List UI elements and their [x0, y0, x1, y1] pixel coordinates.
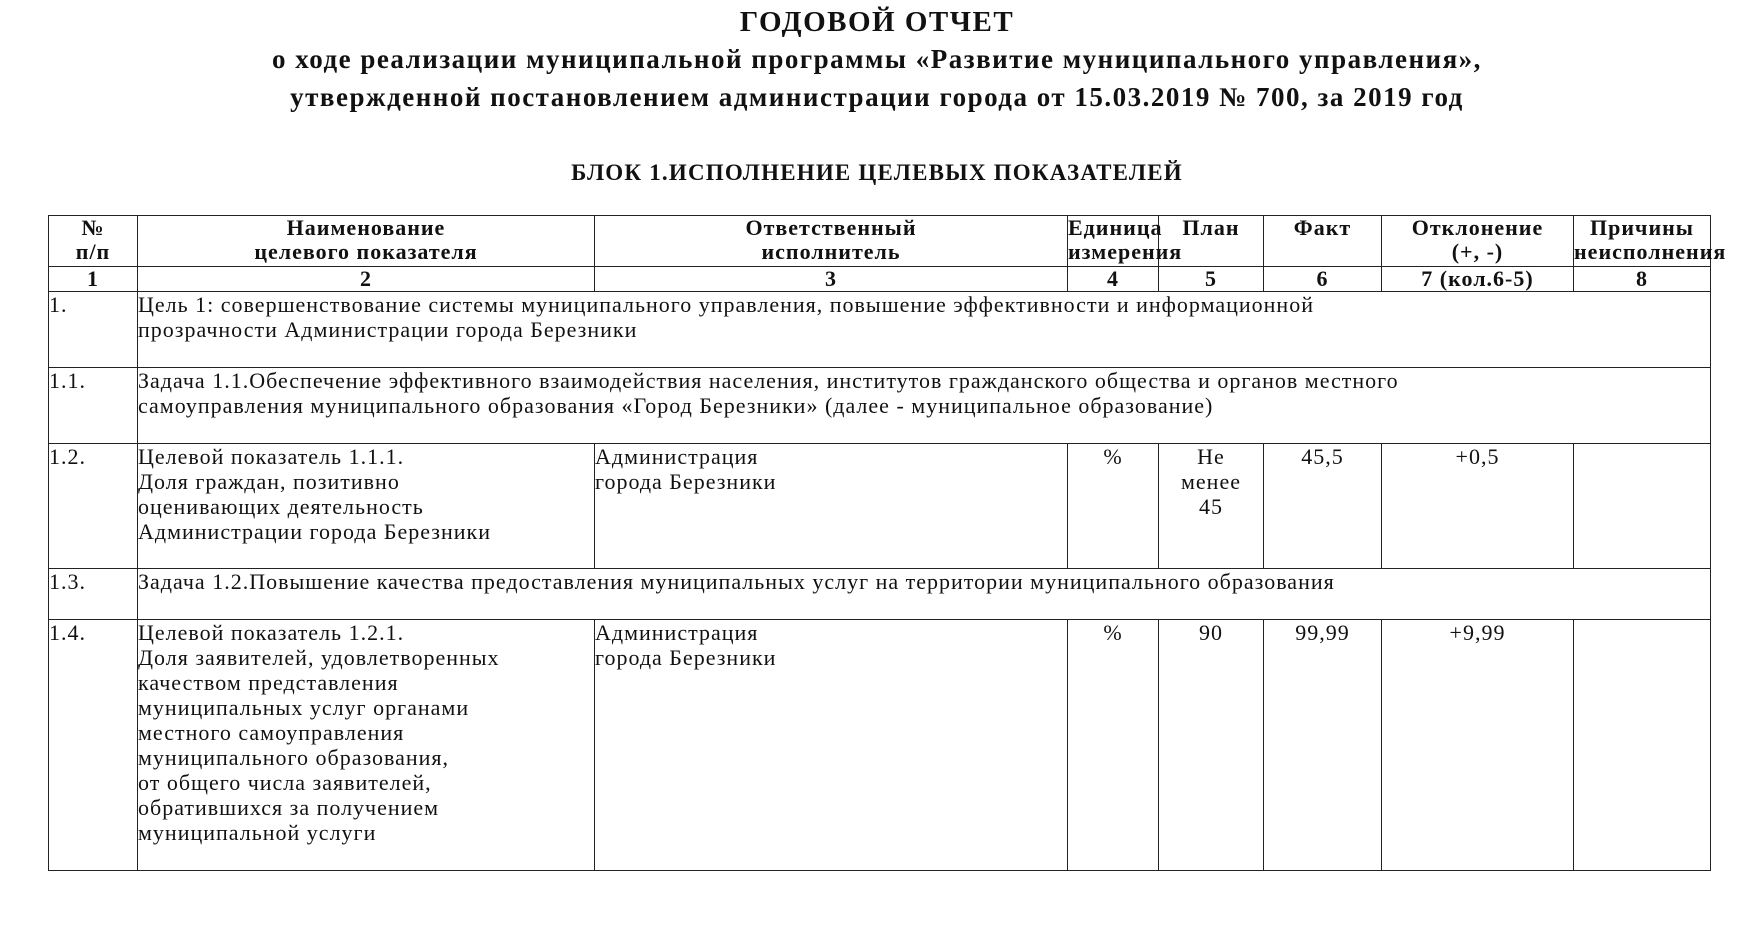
row-number: 1.2.	[49, 444, 138, 569]
column-number: 5	[1159, 267, 1264, 292]
table-header-row	[49, 216, 1711, 267]
deviation-value: +9,99	[1382, 620, 1574, 871]
task-text: Задача 1.2.Повышение качества предоставления муниципальных услуг на территории муниципального образования	[138, 569, 1711, 620]
column-number: 6	[1264, 267, 1382, 292]
column-header-deviation: Отклонение (+, -)	[1382, 216, 1574, 267]
row-number: 1.3.	[49, 569, 138, 620]
column-number: 4	[1068, 267, 1159, 292]
deviation-value: +0,5	[1382, 444, 1574, 569]
plan-value: 90	[1159, 620, 1264, 871]
fact-value: 99,99	[1264, 620, 1382, 871]
column-header-plan: План	[1159, 216, 1264, 267]
report-subtitle-line-2: утвержденной постановлением администрации города от 15.03.2019 № 700, за 2019 год	[290, 82, 1464, 112]
report-title: ГОДОВОЙ ОТЧЕТ	[739, 6, 1015, 38]
responsible-executor: Администрация города Березники	[595, 444, 1068, 569]
indicators-table	[48, 215, 1727, 871]
task-text: Задача 1.1.Обеспечение эффективного взаимодействия населения, институтов гражданского общества и органов местного самоуправления муниципального образования «Город Березники» (далее - муниципальное образование)	[138, 368, 1711, 444]
goal-text: Цель 1: совершенствование системы муниципального управления, повышение эффективности и информационной прозрачности Администрации города Березники	[138, 292, 1711, 368]
responsible-executor: Администрация города Березники	[595, 620, 1068, 871]
column-number: 3	[595, 267, 1068, 292]
table-row-indicator-1-2-1	[49, 620, 1711, 871]
column-number: 1	[49, 267, 138, 292]
column-number: 2	[138, 267, 595, 292]
row-number: 1.4.	[49, 620, 138, 871]
column-number: 8	[1574, 267, 1711, 292]
table-row-task-1-1	[49, 368, 1711, 444]
column-header-executor: Ответственный исполнитель	[595, 216, 1068, 267]
fact-value: 45,5	[1264, 444, 1382, 569]
non-fulfillment-reason	[1574, 620, 1711, 871]
block-title: БЛОК 1.ИСПОЛНЕНИЕ ЦЕЛЕВЫХ ПОКАЗАТЕЛЕЙ	[571, 160, 1183, 185]
row-number: 1.1.	[49, 368, 138, 444]
non-fulfillment-reason	[1574, 444, 1711, 569]
column-header-fact: Факт	[1264, 216, 1382, 267]
indicator-name: Целевой показатель 1.2.1. Доля заявителей, удовлетворенных качеством представления муниципальных услуг органами местного самоуправления муниципального образования, от общего числа заявителей, обратившихся за получением муниципальной услуги	[138, 620, 595, 871]
unit-of-measure: %	[1068, 620, 1159, 871]
table-row-task-1-2	[49, 569, 1711, 620]
column-header-indicator-name: Наименование целевого показателя	[138, 216, 595, 267]
report-subtitle-line-1: о ходе реализации муниципальной программы «Развитие муниципального управления»,	[272, 44, 1482, 74]
plan-value: Не менее 45	[1159, 444, 1264, 569]
row-number: 1.	[49, 292, 138, 368]
column-header-number: № п/п	[49, 216, 138, 267]
table-row-indicator-1-1-1	[49, 444, 1711, 569]
column-header-unit: Единица измерения	[1068, 216, 1159, 267]
table-row-goal-1	[49, 292, 1711, 368]
indicator-name: Целевой показатель 1.1.1. Доля граждан, позитивно оценивающих деятельность Администрации города Березники	[138, 444, 595, 569]
column-header-reasons: Причины неисполнения	[1574, 216, 1711, 267]
column-number: 7 (кол.6-5)	[1382, 267, 1574, 292]
unit-of-measure: %	[1068, 444, 1159, 569]
column-number-row	[49, 267, 1711, 292]
